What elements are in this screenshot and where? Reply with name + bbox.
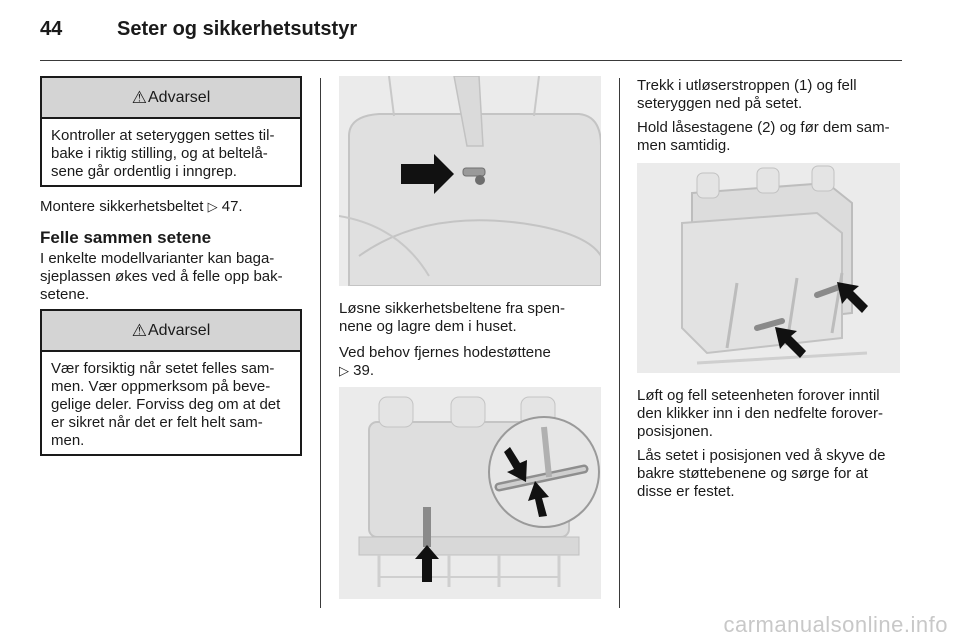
warning-header-1 xyxy=(42,78,300,119)
crossref-seatbelt: Montere sikkerhetsbeltet ▷ 47. xyxy=(40,198,243,215)
intro-paragraph: I enkelte modellvarianter kan baga- sjeplassen økes ved å felle opp bak- setene. xyxy=(40,250,283,303)
footer-watermark: carmanualsonline.info xyxy=(723,612,948,637)
warning-line: men. Vær oppmerksom på beve- xyxy=(51,378,271,395)
warning-line: men. xyxy=(51,432,85,449)
warning-text-1 xyxy=(42,119,300,181)
warning-title-2: Advarsel xyxy=(148,321,211,339)
warning-line: sene går ordentlig i inngrep. xyxy=(51,163,237,180)
col3-paragraph-4: Lås setet i posisjonen ved å skyve de bakre støttebenene og sørge for at disse er festet. xyxy=(637,447,886,500)
warning-line: er sikret når det er felt helt sam- xyxy=(51,414,263,431)
illustration-headrest-rods xyxy=(339,387,601,599)
warning-header-2 xyxy=(42,311,300,352)
warning-title-1: Advarsel xyxy=(148,88,211,106)
warning-triangle-icon: ⚠ xyxy=(131,320,147,340)
section-heading: Felle sammen setene xyxy=(40,228,212,247)
col3-paragraph-2: Hold låsestagene (2) og før dem sam- men samtidig. xyxy=(637,119,890,154)
col2-paragraph-1: Løsne sikkerhetsbeltene fra spen- nene og lagre dem i huset. xyxy=(339,300,565,335)
col3-paragraph-1: Trekk i utløserstroppen (1) og fell seteryggen ned på setet. xyxy=(637,77,857,112)
col3-paragraph-3: Løft og fell seteenheten forover inntil den klikker inn i den nedfelte forover- posisjonen. xyxy=(637,387,883,440)
column-divider-2 xyxy=(619,78,620,608)
header-rule xyxy=(40,60,902,61)
warning-box-2 xyxy=(40,309,302,456)
page-number: 44 xyxy=(40,18,63,40)
warning-line: bake i riktig stilling, og at beltelå- xyxy=(51,145,268,162)
illustration-folding-seat xyxy=(637,163,900,373)
page-title: Seter og sikkerhetsutstyr xyxy=(117,18,358,40)
warning-line: Kontroller at seteryggen settes til- xyxy=(51,127,275,144)
warning-box-1 xyxy=(40,76,302,187)
crossref-triangle-icon: ▷ xyxy=(207,199,218,214)
warning-triangle-icon: ⚠ xyxy=(131,87,147,107)
page-header xyxy=(40,18,900,48)
col2-paragraph-2: Ved behov fjernes hodestøttene ▷ 39. xyxy=(339,344,551,379)
warning-line: gelige deler. Forviss deg om at det xyxy=(51,396,281,413)
illustration-seatbelt-buckle xyxy=(339,76,601,286)
warning-text-2 xyxy=(42,352,300,450)
warning-line: Vær forsiktig når setet felles sam- xyxy=(51,360,275,377)
column-divider-1 xyxy=(320,78,321,608)
crossref-triangle-icon: ▷ xyxy=(339,363,349,378)
